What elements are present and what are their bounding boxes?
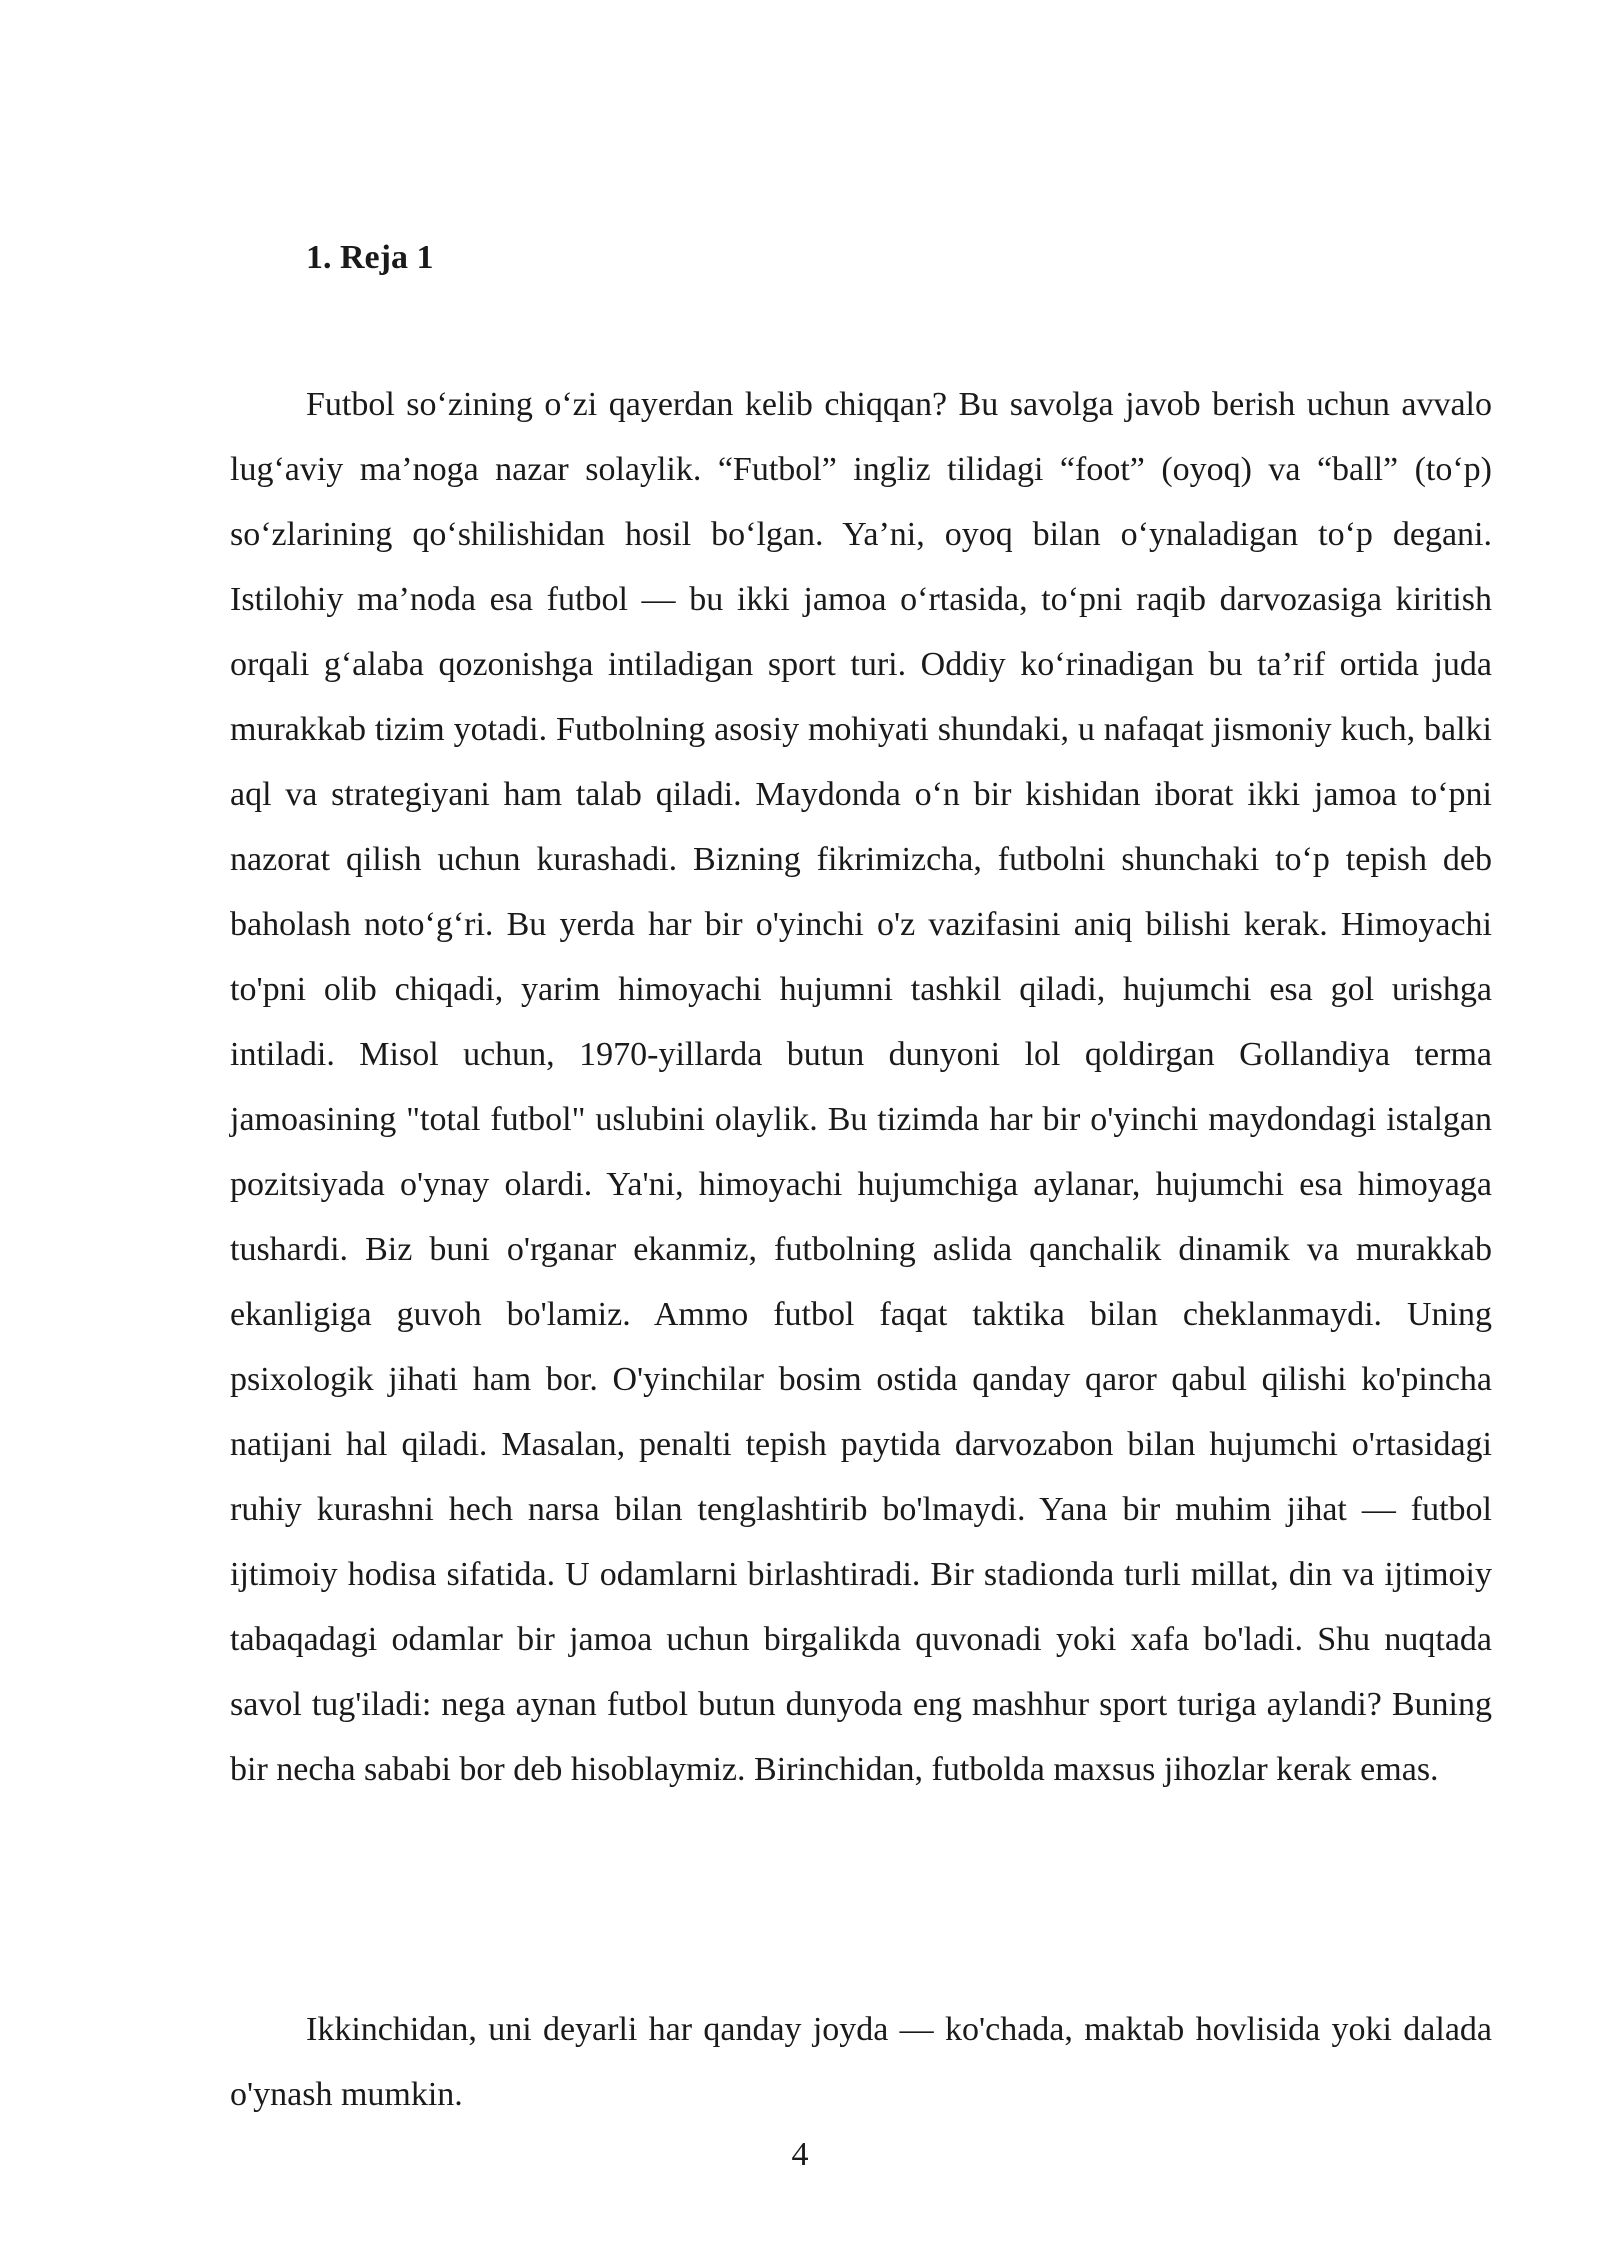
section-heading: 1. Reja 1 xyxy=(306,239,434,276)
page-number: 4 xyxy=(791,2136,809,2173)
body-paragraph-2: Ikkinchidan, uni deyarli har qanday joyda — ko'chada, maktab hovlisida yoki dalada o'ynash mumkin. xyxy=(230,2011,1492,2113)
body-paragraph-1: Futbol so‘zining o‘zi qayerdan kelib chiqqan? Bu savolga javob berish uchun avvalo lug‘aviy ma’noga nazar solaylik. “Futbol” ingliz tilidagi “foot” (oyoq) va “ball” (to‘p) so‘zlarining qo‘shilishidan hosil bo‘lgan. Ya’ni, oyoq bilan o‘ynaladigan to‘p degani. Istilohiy ma’noda esa futbol — bu ikki jamoa o‘rtasida, to‘pni raqib darvozasiga kiritish orqali g‘alaba qozonishga intiladigan sport turi. Oddiy ko‘rinadigan bu ta’rif ortida juda murakkab tizim yotadi. Futbolning asosiy mohiyati shundaki, u nafaqat jismoniy kuch, balki aql va strategiyani ham talab qiladi. Maydonda o‘n bir kishidan iborat ikki jamoa to‘pni nazorat qilish uchun kurashadi. Bizning fikrimizcha, futbolni shunchaki to‘p tepish deb baholash noto‘g‘ri. Bu yerda har bir o'yinchi o'z vazifasini aniq bilishi kerak. Himoyachi to'pni olib chiqadi, yarim himoyachi hujumni tashkil qiladi, hujumchi esa gol urishga intiladi. Misol uchun, 1970-yillarda butun dunyoni lol qoldirgan Gollandiya terma jamoasining "total futbol" uslubini olaylik. Bu tizimda har bir o'yinchi maydondagi istalgan pozitsiyada o'ynay olardi. Ya'ni, himoyachi hujumchiga aylanar, hujumchi esa himoyaga tushardi. Biz buni o'rganar ekanmiz, futbolning aslida qanchalik dinamik va murakkab ekanligiga guvoh bo'lamiz. Ammo futbol faqat taktika bilan cheklanmaydi. Uning psixologik jihati ham bor. O'yinchilar bosim ostida qanday qaror qabul qilishi ko'pincha natijani hal qiladi. Masalan, penalti tepish paytida darvozabon bilan hujumchi o'rtasidagi ruhiy kurashni hech narsa bilan tenglashtirib bo'lmaydi. Yana bir muhim jihat — futbol ijtimoiy hodisa sifatida. U odamlarni birlashtiradi. Bir stadionda turli millat, din va ijtimoiy tabaqadagi odamlar bir jamoa uchun birgalikda quvonadi yoki xafa bo'ladi. Shu nuqtada savol tug'iladi: nega aynan futbol butun dunyoda eng mashhur sport turiga aylandi? Buning bir necha sababi bor deb hisoblaymiz. Birinchidan, futbolda maxsus jihozlar kerak emas. xyxy=(230,386,1492,1788)
